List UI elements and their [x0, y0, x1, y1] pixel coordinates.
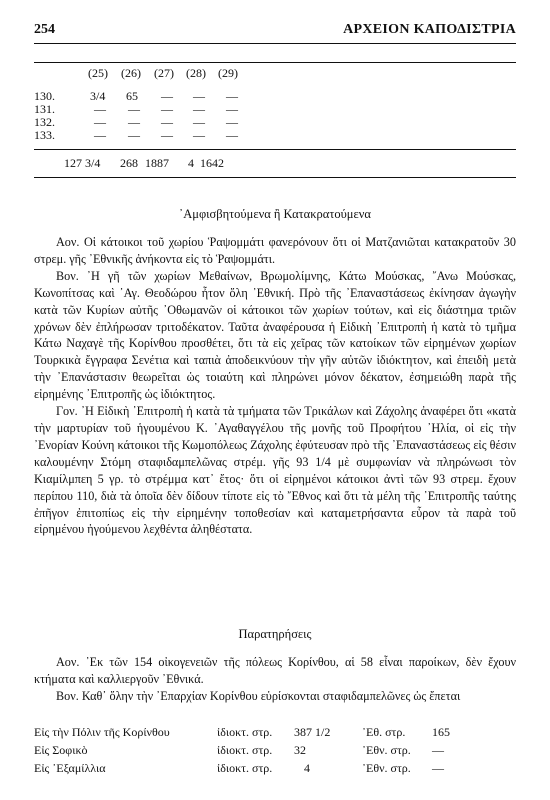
list-item	[34, 761, 516, 778]
section-title: Παρατηρήσεις	[238, 627, 312, 641]
total-cell: 127 3/4	[64, 156, 101, 170]
paragraph: Βον. ᾽Η γῆ τῶν χωρίων Μεθαίνων, Βρωμολίμνης, Κάτω Μούσκας, ῎Ανω Μούσκας, Κωνοπίτσας καὶ ᾽Αγ. Θεοδώρου ἦτον ὅλη ᾽Εθνική. Πρὸ τῆς ᾽Επαναστάσεως ἐκίνησαν ἀγωγὴν κατὰ τῶν Κυρίων αὐτῆς ᾽Οθωμανῶν οἱ κάτοικοι τῶν χωρίων τούτων, καὶ εἰς διάστημα τριῶν χρόνων δὲν ἐπλήρωσαν τριτοδέκατον. Ταῦτα ἀναφέρουσα ἡ Εἰδικὴ ᾽Επιτροπὴ ἡ κατὰ τὸ τμῆμα Κάτω Ναχαγὲ τῆς Κορίνθου προσθέτει, ὅτι τὰ εἰς χεῖρας τῶν κατοίκων τῶν εἰρημένων χωρίων Τουρκικὰ ἔγγραφα Σενέτια καὶ ταπιὰ ἀποδεικνύουν τὴν γῆν αὐτῶν ἰδιόκτητον, καὶ ἐπειδὴ μετὰ τὴν ᾽Επανάστασιν θεωρεῖται ὡς τοιαύτη καὶ πληρώνει μόνον δέκατον, ἐσημειώθη παρὰ τῆς εἰρημένης ᾽Επιτροπῆς ὡς ἰδιόκτητος.	[34, 268, 516, 402]
column-header: (29)	[218, 66, 238, 80]
total-cell: 1642	[200, 156, 224, 170]
section-title: ᾽Αμφισβητούμενα ἢ Κατακρατούμενα	[179, 207, 371, 221]
table-top-rule	[34, 62, 516, 63]
table-cell: —	[161, 115, 173, 129]
header-rule	[34, 43, 516, 44]
row-label: 131.	[34, 102, 55, 116]
list-private-label: ἰδιοκτ. στρ.	[217, 725, 273, 739]
column-header: (28)	[186, 66, 206, 80]
list-private-value: 4	[304, 761, 310, 775]
list-national-label: ᾽Εθν. στρ.	[362, 743, 411, 757]
list-place: Εἰς Σοφικὸ	[34, 743, 88, 757]
column-header: (27)	[154, 66, 174, 80]
section-body	[34, 234, 516, 538]
table-cell: —	[226, 115, 238, 129]
paragraph: Βον. Καθ᾽ ὅλην τὴν ᾽Επαρχίαν Κορίνθου εὑρίσκονται σταφιδαμπελῶνες ὡς ἔπεται	[56, 688, 461, 703]
running-header	[34, 22, 516, 40]
table-cell: —	[128, 102, 140, 116]
table-cell: —	[161, 128, 173, 142]
page-number: 254	[34, 22, 55, 37]
table-cell: —	[193, 128, 205, 142]
table-cell: 65	[126, 89, 138, 103]
paragraph: Αον. Οἱ κάτοικοι τοῦ χωρίου Ῥαψομμάτι φανερόνουν ὅτι οἱ Ματζανιῶται κατακρατοῦν 30 στρεμ. γῆς ᾽Εθνικῆς ἀνήκοντα εἰς τὸ Ῥαψομμάτι.	[34, 235, 516, 266]
table-cell: —	[193, 102, 205, 116]
table-cell: —	[193, 89, 205, 103]
table-cell: —	[128, 115, 140, 129]
row-label: 132.	[34, 115, 55, 129]
list-place: Εἰς ᾽Εξαμίλλια	[34, 761, 106, 775]
list-national-value: —	[432, 761, 444, 775]
list-item	[34, 725, 516, 742]
column-header: (26)	[121, 66, 141, 80]
total-cell: 4	[188, 156, 194, 170]
section-body	[34, 654, 516, 705]
running-title: ΑΡΧΕΙΟΝ ΚΑΠΟΔΙΣΤΡΙΑ	[343, 22, 516, 37]
statistics-table	[34, 66, 516, 176]
table-bottom-rule	[34, 177, 516, 178]
table-cell: —	[161, 102, 173, 116]
paragraph: Αον. ᾽Εκ τῶν 154 οἰκογενειῶν τῆς πόλεως Κορίνθου, αἱ 58 εἶναι παροίκων, δὲν ἔχουν κτήματα καὶ καλλιεργοῦν ᾽Εθνικά.	[34, 655, 516, 686]
list-item	[34, 743, 516, 760]
table-cell: —	[94, 102, 106, 116]
table-cell: —	[193, 115, 205, 129]
list-national-label: ᾽Εθν. στρ.	[362, 761, 411, 775]
list-private-value: 32	[294, 743, 306, 757]
list-private-value: 387 1/2	[294, 725, 331, 739]
list-national-value: 165	[432, 725, 450, 739]
list-national-value: —	[432, 743, 444, 757]
total-cell: 268	[120, 156, 138, 170]
table-cell: —	[226, 128, 238, 142]
total-cell: 1887	[145, 156, 169, 170]
list-place: Εἰς τὴν Πόλιν τῆς Κορίνθου	[34, 725, 170, 739]
table-cell: 3/4	[90, 89, 106, 103]
list-private-label: ἰδιοκτ. στρ.	[217, 743, 273, 757]
row-label: 133.	[34, 128, 55, 142]
column-header: (25)	[88, 66, 108, 80]
table-cell: —	[226, 102, 238, 116]
paragraph: Γον. ᾽Η Εἰδικὴ ᾽Επιτροπὴ ἡ κατὰ τὰ τμήματα τῶν Τρικάλων καὶ Ζάχολης ἀναφέρει ὅτι «κατὰ τὴν μαρτυρίαν τοῦ ἡγουμένου Κ. ᾽Αγαθαγγέλου τῆς μονῆς τοῦ Προφήτου ᾽Ηλία, οἱ εἰς τὴν ᾽Ενορίαν Κούνη κάτοικοι τῆς Κωμοπόλεως Ζάχολης ἐφύτευσαν πρὸ τῆς ᾽Επαναστάσεως εἰς θέσιν καλουμένην Στόμη σταφιδαμπελῶνας στρέμ. γῆς 93 1/4 μὲ συμφωνίαν νὰ πληρώνωσι τὸν Κιαμίλμπεη 5 γρ. τὸ στρέμμα κατ᾽ ἔτος· ὅτι οἱ εἰρημένοι κάτοικοι ἀντὶ τῶν 93 στρεμ. ἔχουν περίπου 110, διὰ τὰ ὁποῖα δὲν δίδουν τίποτε εἰς τὸ ῎Εθνος καὶ ὅτι τὰ μέλη τῆς ᾽Επιτροπῆς ταύτης ἐπῆγον ἐπιτοπίως εἰς τὴν εἰρημένην τοποθεσίαν καὶ καταμετρήσαντα εὗρον τὰ παρὰ τοῦ εἰρημένου ἡγούμενου λεχθέντα ἀληθέστατα.	[34, 404, 516, 537]
table-cell: —	[226, 89, 238, 103]
table-cell: —	[128, 128, 140, 142]
list-national-label: ᾽Εθ. στρ.	[362, 725, 406, 739]
row-label: 130.	[34, 89, 55, 103]
table-cell: —	[161, 89, 173, 103]
table-cell: —	[94, 128, 106, 142]
table-mid-rule	[34, 149, 516, 150]
table-cell: —	[94, 115, 106, 129]
list-private-label: ἰδιοκτ. στρ.	[217, 761, 273, 775]
